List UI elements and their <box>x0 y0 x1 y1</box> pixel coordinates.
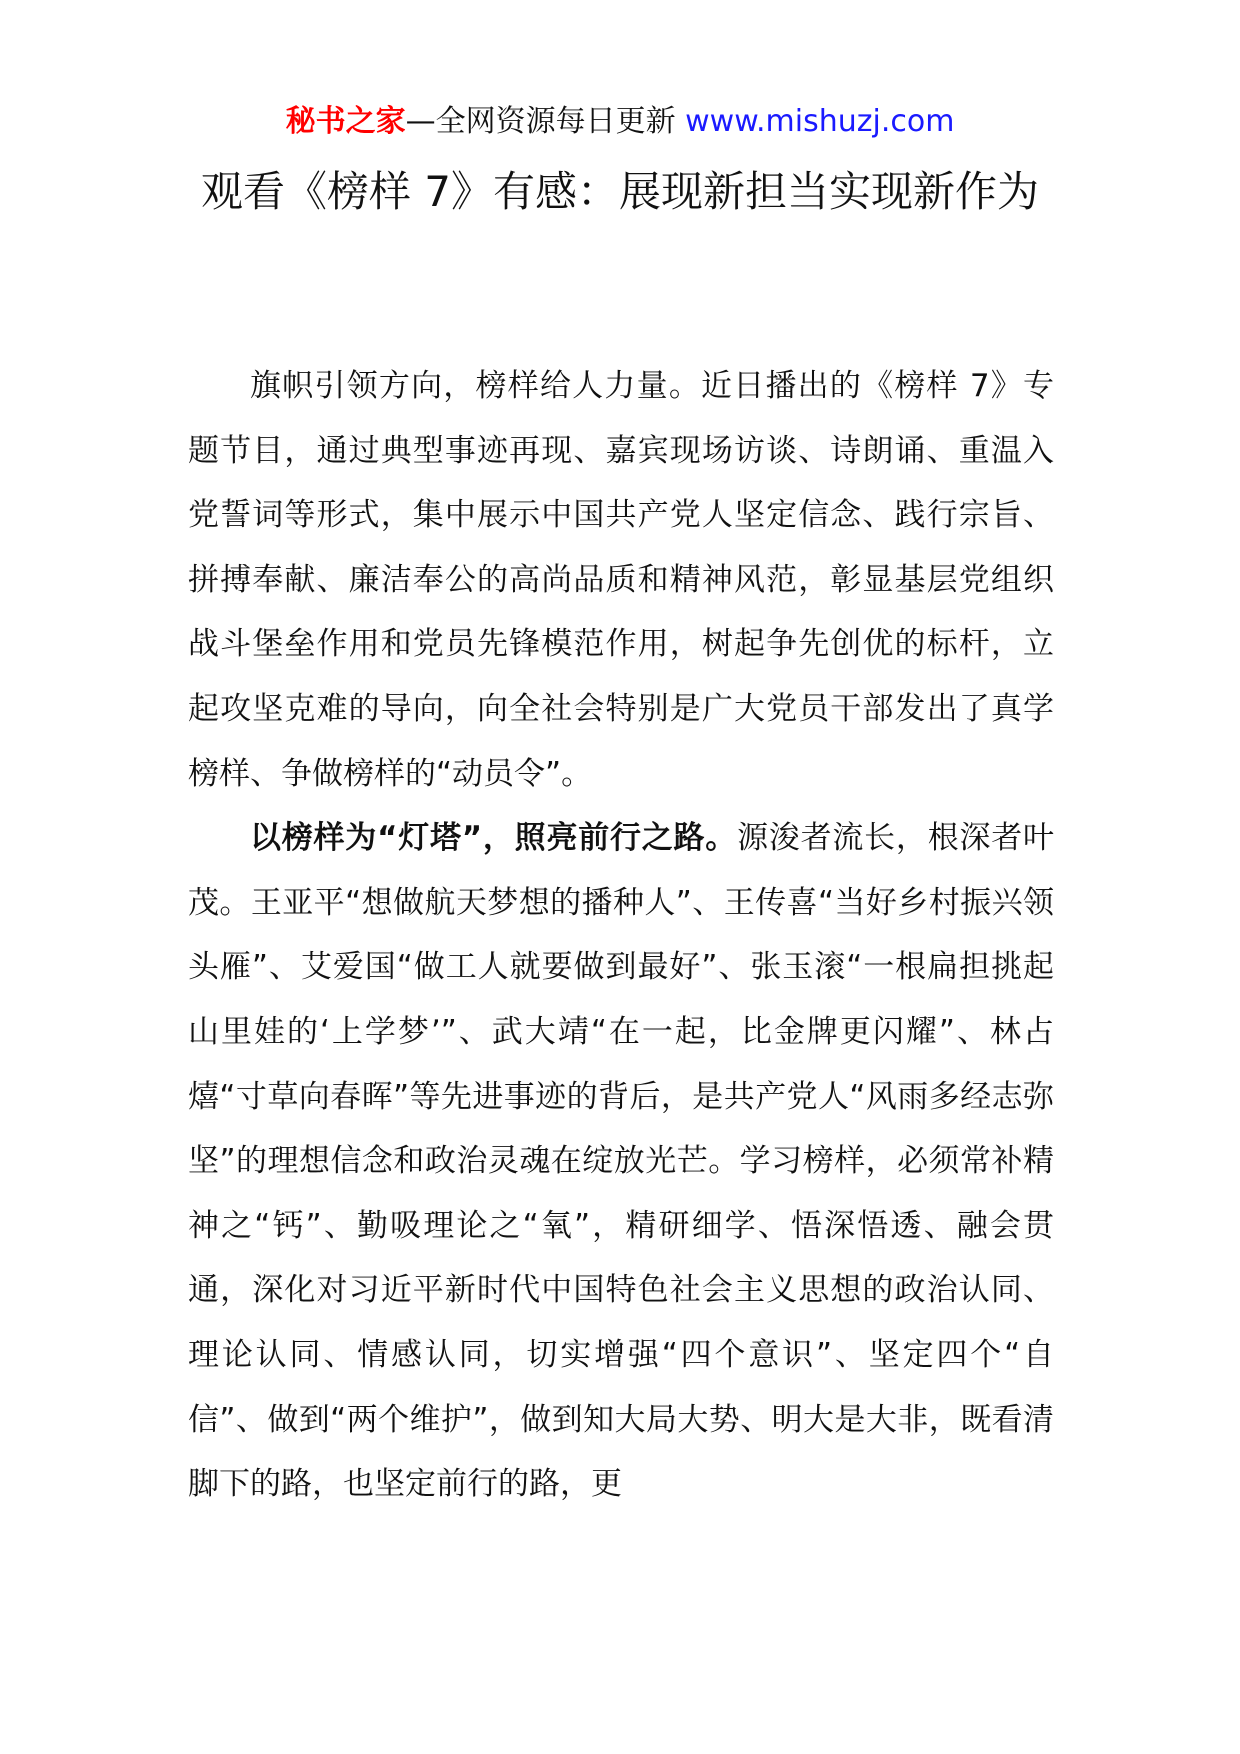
paragraph-2 <box>188 806 1054 1517</box>
paragraph-2-lead: 以榜样为“灯塔”，照亮前行之路。 <box>250 820 738 857</box>
header-tagline: —全网资源每日更新 <box>405 104 676 139</box>
page-header <box>0 100 1240 144</box>
paragraph-2-text: 源浚者流长，根深者叶茂。王亚平“想做航天梦想的播种人”、王传喜“当好乡村振兴领头雁”、艾爱国“做工人就要做到最好”、张玉滚“一根扁担挑起山里娃的‘上学梦’”、武大靖“在一起，比金牌更闪耀”、林占熺“寸草向春晖”等先进事迹的背后，是共产党人“风雨多经志弥坚”的理想信念和政治灵魂在绽放光芒。学习榜样，必须常补精神之“钙”、勤吸理论之“氧”，精研细学、悟深悟透、融会贯通，深化对习近平新时代中国特色社会主义思想的政治认同、理论认同、情感认同，切实增强“四个意识”、坚定四个“自信”、做到“两个维护”，做到知大局大势、明大是大非，既看清脚下的路，也坚定前行的路，更 <box>188 820 1055 1503</box>
paragraph-1-text: 旗帜引领方向，榜样给人力量。近日播出的《榜样 7》专题节目，通过典型事迹再现、嘉宾现场访谈、诗朗诵、重温入党誓词等形式，集中展示中国共产党人坚定信念、践行宗旨、拼搏奉献、廉洁奉公的高尚品质和精神风范，彰显基层党组织战斗堡垒作用和党员先锋模范作用，树起争先创优的标杆，立起攻坚克难的导向，向全社会特别是广大党员干部发出了真学榜样、争做榜样的“动员令”。 <box>188 368 1054 792</box>
document-body <box>188 354 1054 1517</box>
brand-name: 秘书之家 <box>285 104 406 139</box>
site-url[interactable]: www.mishuzj.com <box>685 104 955 139</box>
document-title: 观看《榜样 7》有感：展现新担当实现新作为 <box>200 167 1040 216</box>
paragraph-1 <box>188 354 1054 806</box>
